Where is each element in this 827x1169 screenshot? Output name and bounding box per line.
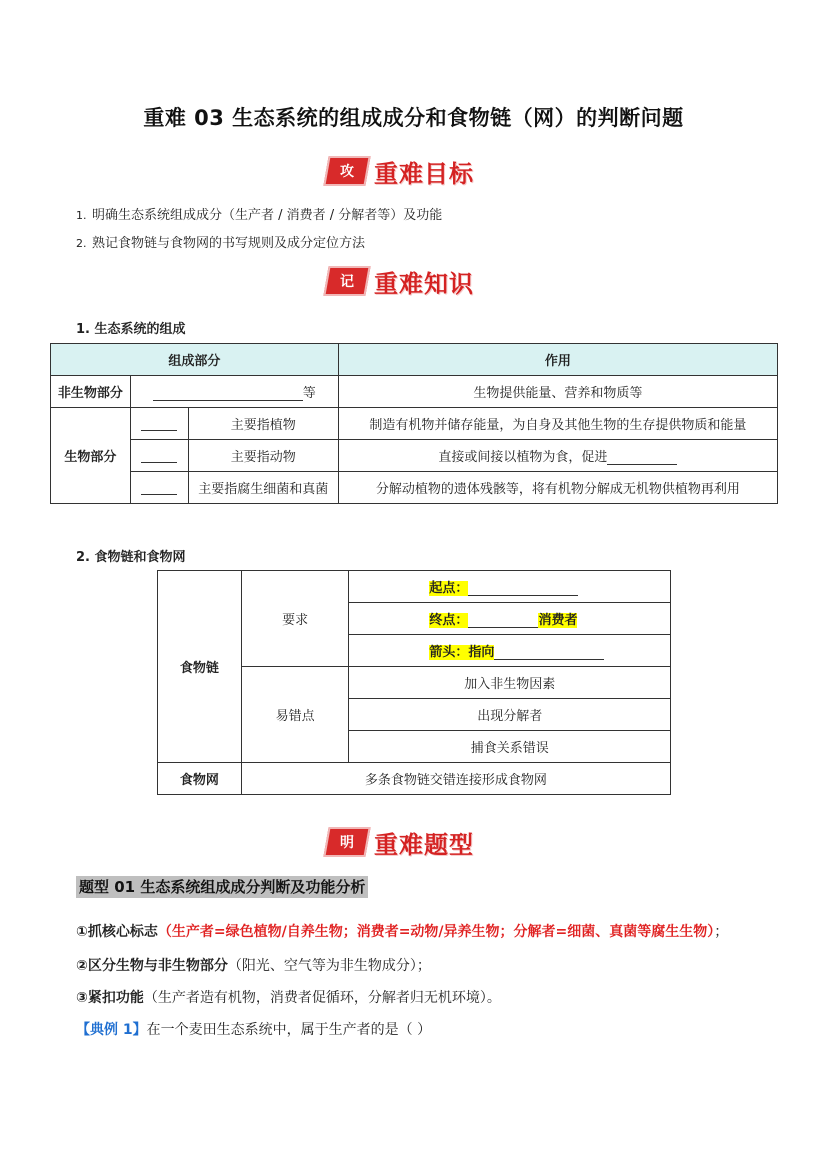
rule-cell: 箭头：指向 [349,635,671,667]
error-cell: 捕食关系错误 [349,731,671,763]
error-cell: 加入非生物因素 [349,667,671,699]
banner-title: 重难目标 [374,159,474,188]
fill-blank [153,386,303,401]
desc-cell: 主要指动物 [188,440,338,472]
desc-cell: 主要指腐生细菌和真菌 [188,472,338,504]
fill-blank [494,645,604,660]
fill-blank [141,480,177,495]
goal-item: 2. 熟记食物链与食物网的书写规则及成分定位方法 [76,236,366,251]
row-label: 食物网 [158,763,242,795]
blank-cell: 等 [130,376,338,408]
blank-cell [130,408,188,440]
blank-cell [130,440,188,472]
header-cell: 作用 [338,344,777,376]
badge-icon: 攻 [323,156,370,186]
fill-blank [141,416,177,431]
sub-label: 易错点 [241,667,349,763]
effect-cell: 分解动植物的遗体残骸等，将有机物分解成无机物供植物再利用 [338,472,777,504]
effect-cell: 直接或间接以植物为食，促进 [338,440,777,472]
banner-types [326,825,474,859]
header-cell: 组成部分 [51,344,339,376]
banner-title: 重难知识 [374,269,474,298]
rule-cell: 起点： [349,571,671,603]
food-chain-table [157,570,671,795]
web-desc: 多条食物链交错连接形成食物网 [241,763,670,795]
fill-blank [468,581,578,596]
composition-table [50,343,778,504]
key-point: ①抓核心标志（生产者=绿色植物/自养生物；消费者=动物/异养生物；分解者=细菌、真菌等腐生生物）； [76,924,729,940]
sub-label: 要求 [241,571,349,667]
section-heading: 1. 生态系统的组成 [76,322,186,337]
effect-cell: 制造有机物并储存能量，为自身及其他生物的生存提供物质和能量 [338,408,777,440]
banner-goals [326,154,474,188]
example-text: 在一个麦田生态系统中，属于生产者的是（ ） [146,1022,432,1038]
error-cell: 出现分解者 [349,699,671,731]
page-title: 重难 03 生态系统的组成成分和食物链（网）的判断问题 [143,106,684,130]
row-label: 生物部分 [51,408,131,504]
rule-cell: 终点： 消费者 [349,603,671,635]
section-heading: 2. 食物链和食物网 [76,550,186,565]
example-question [76,1019,431,1039]
goal-item: 1. 明确生态系统组成成分（生产者 / 消费者 / 分解者等）及功能 [76,208,443,223]
banner-title: 重难题型 [374,830,474,859]
question-type-heading: 题型 01 生态系统组成成分判断及功能分析 [76,876,368,898]
row-label: 非生物部分 [51,376,131,408]
blank-cell [130,472,188,504]
key-point: ③紧扣功能（生产者造有机物，消费者促循环，分解者归无机环境）。 [76,990,501,1006]
key-point: ②区分生物与非生物部分（阳光、空气等为非生物成分）； [76,958,431,974]
badge-icon: 记 [323,266,370,296]
fill-blank [468,613,538,628]
example-label: 【典例 1】 [76,1022,147,1038]
banner-knowledge [326,264,474,298]
fill-blank [141,448,177,463]
desc-cell: 主要指植物 [188,408,338,440]
fill-blank [607,450,677,465]
badge-icon: 明 [323,827,370,857]
row-label: 食物链 [158,571,242,763]
effect-cell: 生物提供能量、营养和物质等 [338,376,777,408]
